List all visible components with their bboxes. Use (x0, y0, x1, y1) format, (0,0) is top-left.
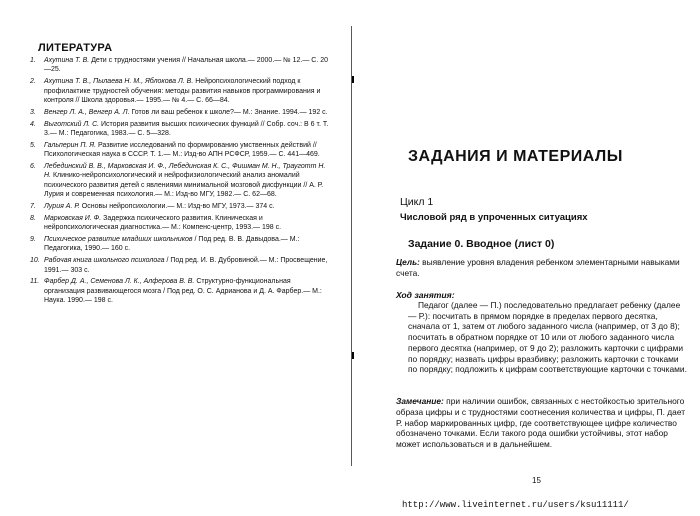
reference-item (30, 108, 330, 117)
reference-number: 4. (30, 120, 36, 128)
reference-item (30, 235, 330, 254)
reference-item (30, 277, 330, 305)
reference-text: Готов ли ваш ребенок к школе?— М.: Знание. 1994.— 192 с. (129, 108, 328, 116)
task-title: Задание 0. Вводное (лист 0) (408, 238, 555, 250)
reference-author: Фарбер Д. А., Семенова Л. К., Алферова В. В. (44, 278, 195, 286)
reference-item (30, 56, 330, 75)
reference-list (30, 56, 330, 308)
note-label: Замечание: (396, 396, 444, 406)
reference-number: 1. (30, 57, 36, 64)
goal-text: выявление уровня владения ребенком элементарными навыками счета. (396, 257, 680, 278)
reference-author: Ахутина Т. В., Пылаева Н. М., Яблокова Л. В. (44, 78, 194, 86)
reference-item (30, 77, 330, 105)
reference-item (30, 141, 330, 160)
section-title: ЗАДАНИЯ И МАТЕРИАЛЫ (408, 148, 623, 165)
reference-body (44, 214, 330, 233)
literature-heading: ЛИТЕРАТУРА (38, 42, 113, 54)
reference-text: Структурно-функциональная организация развивающегося мозга / Под ред. О. С. Адрианова и Д. А. Фарбер.— М.: Наука. 1990.— 198 с. (44, 278, 322, 305)
cycle-subtitle: Числовой ряд в упроченных ситуациях (400, 212, 588, 223)
reference-body (44, 141, 330, 160)
reference-body (44, 256, 330, 275)
reference-item (30, 202, 330, 211)
reference-item (30, 120, 330, 139)
reference-number: 3. (30, 108, 36, 116)
page-number: 15 (532, 476, 541, 485)
reference-body (44, 56, 330, 75)
reference-body (44, 202, 330, 211)
goal-label: Цель: (396, 257, 420, 267)
reference-number: 9. (30, 236, 36, 244)
goal-paragraph (396, 257, 688, 279)
reference-author: Марковская И. Ф. (44, 214, 102, 222)
reference-text: Развитие исследований по формированию умственных действий // Психологическая наука в СССР. Т. 1.— М.: Изд-во АПН РСФСР, 1959.— С. 441—469. (44, 141, 320, 159)
reference-number: 8. (30, 214, 36, 222)
reference-item (30, 162, 330, 200)
reference-text: Основы нейропсихологии.— М.: Изд-во МГУ, 1973.— 374 с. (79, 203, 275, 211)
course-heading: Ход занятия: (396, 290, 455, 300)
reference-number: 5. (30, 141, 36, 149)
reference-text: Нейропсихологический подход к профилактике трудностей обучения: методы развития навыков программирования и контроля // Школа здоровья.— 1995.— № 4.— С. 66—84. (44, 78, 321, 105)
reference-body (44, 120, 330, 139)
reference-number: 2. (30, 78, 36, 86)
reference-body (44, 108, 330, 117)
reference-body (44, 77, 330, 105)
course-text: Педагог (далее — П.) последовательно предлагает ребенку (далее — Р.): посчитать в прямом порядке в пределах первого десятка, сначала от 1, затем от любого заданного числа (например, от 3 до 8); посчитать в обратном порядке от 10 или от любого заданного числа первого десятка (например, от 9 до 2); разложить карточки с цифрами по порядку; назвать цифры вразбивку; разложить карточки с точками по порядку; подложить к цифрам соответствующие карточки с точками. (408, 300, 687, 375)
reference-text: Дети с трудностями учения // Начальная школа.— 2000.— № 12.— С. 20—25. (44, 57, 329, 74)
reference-author: Лурия А. Р. (44, 203, 80, 211)
reference-author: Психическое развитие младших школьников (44, 236, 193, 244)
reference-author: Гальперин П. Я. (44, 141, 97, 149)
reference-author: Рабочая книга школьного психолога (44, 257, 165, 265)
reference-author: Ахутина Т. В. (44, 57, 90, 64)
reference-author: Лебединский В. В., Марковская И. Ф., Лебединская К. С., Фишман М. Н., Трауготт Н. Н. (44, 163, 326, 180)
reference-author: Венгер Л. А., Венгер А. Л. (44, 108, 130, 116)
note-paragraph (396, 396, 688, 450)
reference-text: / Под ред. И. В. Дубровиной.— М.: Просвещение, 1991.— 303 с. (44, 257, 328, 274)
reference-number: 11. (30, 278, 40, 286)
reference-text: / Под ред. В. В. Давыдова.— М.: Педагогика, 1990.— 160 с. (44, 236, 300, 253)
reference-item (30, 256, 330, 275)
reference-text: Задержка психического развития. Клиническая и нейропсихологическая диагностика.— М.: Компенс-центр, 1993.— 198 с. (44, 214, 282, 232)
reference-body (44, 162, 330, 200)
reference-text: Клинико-нейропсихологический и нейрофизиологический анализ аномалий психического развития детей с явлениями минимальной мозговой дисфункции // А. Р. Лурия и современная психология.— М.: Изд-во МГУ, 1982.— С. 62—68. (44, 172, 324, 199)
reference-body (44, 277, 330, 305)
cycle-title: Цикл 1 (400, 196, 434, 208)
reference-body (44, 235, 330, 254)
source-url[interactable]: http://www.liveinternet.ru/users/ksu11111/ (402, 500, 629, 510)
note-text: при наличии ошибок, связанных с нестойкостью зрительного образа цифры и с трудностями соотнесения количества и цифры, П. дает Р. набор маркированных цифр, где соответствующее цифре количество обозначено точками. Если такого рода ошибки устойчивы, этот набор может использоваться и в дальнейшем. (396, 396, 686, 450)
reference-item (30, 214, 330, 233)
reference-text: История развития высших психических функций // Собр. соч.: В 6 т. Т. 3.— М.: Педагогика, 1983.— С. 5—328. (44, 120, 329, 138)
reference-number: 10. (30, 257, 40, 265)
reference-number: 7. (30, 203, 36, 211)
reference-number: 6. (30, 163, 36, 171)
reference-author: Выготский Л. С. (44, 120, 100, 128)
